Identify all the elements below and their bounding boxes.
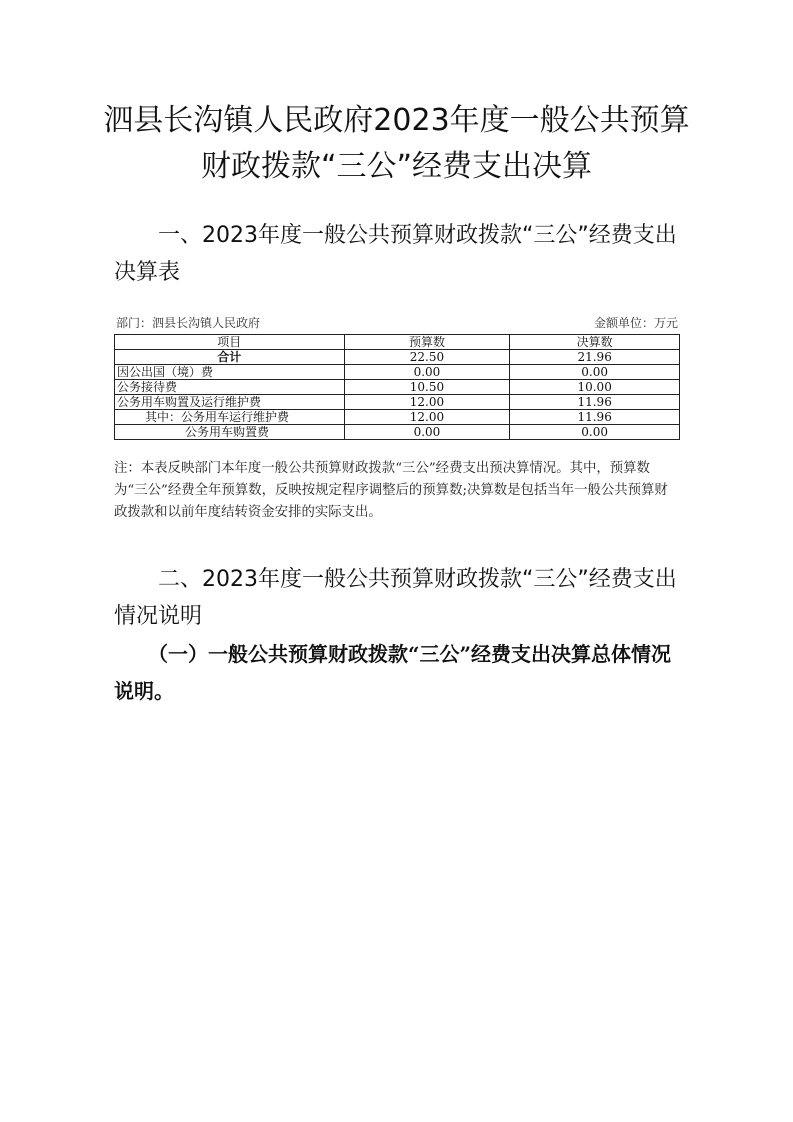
row-final: 21.96 [510, 350, 680, 365]
section-2-heading: 二、2023年度一般公共预算财政拨款“三公”经费支出情况说明 [114, 567, 677, 629]
row-name: 公务用车购置及运行维护费 [115, 395, 345, 410]
row-name: 合计 [115, 350, 345, 365]
row-final: 11.96 [510, 395, 680, 410]
table-row [115, 350, 680, 365]
table-note: 注：本表反映部门本年度一般公共预算财政拨款“三公”经费支出预决算情况。其中，预算数为“三公”经费全年预算数，反映按规定程序调整后的预算数;决算数是包括当年一般公共预算财政拨款和以前年度结转资金安排的实际支出。 [114, 461, 668, 520]
row-budget: 12.00 [344, 395, 510, 410]
header-item: 项目 [115, 335, 345, 350]
row-final: 0.00 [510, 365, 680, 380]
row-final: 0.00 [510, 425, 680, 440]
table-meta [114, 314, 680, 332]
table-row [115, 380, 680, 395]
row-name: 公务接待费 [115, 380, 345, 395]
row-name: 公务用车购置费 [115, 425, 345, 440]
row-name: 其中：公务用车运行维护费 [115, 410, 345, 425]
unit-label: 金额单位：万元 [593, 316, 678, 330]
header-final: 决算数 [510, 335, 680, 350]
table-row [115, 425, 680, 440]
subsection-1-heading: （一）一般公共预算财政拨款“三公”经费支出决算总体情况说明。 [114, 642, 672, 703]
row-name: 因公出国（境）费 [115, 365, 345, 380]
row-budget: 0.00 [344, 365, 510, 380]
document-title: 泗县长沟镇人民政府2023年度一般公共预算财政拨款“三公”经费支出决算 [103, 103, 690, 184]
row-final: 10.00 [510, 380, 680, 395]
section-1-heading: 一、2023年度一般公共预算财政拨款“三公”经费支出决算表 [114, 223, 677, 285]
three-public-expenses-table [114, 334, 680, 440]
row-budget: 22.50 [344, 350, 510, 365]
row-budget: 10.50 [344, 380, 510, 395]
row-budget: 0.00 [344, 425, 510, 440]
table-row [115, 410, 680, 425]
row-final: 11.96 [510, 410, 680, 425]
header-budget: 预算数 [344, 335, 510, 350]
table-row [115, 395, 680, 410]
table-row [115, 365, 680, 380]
table-header-row [115, 335, 680, 350]
row-budget: 12.00 [344, 410, 510, 425]
department-label: 部门：泗县长沟镇人民政府 [116, 316, 261, 330]
